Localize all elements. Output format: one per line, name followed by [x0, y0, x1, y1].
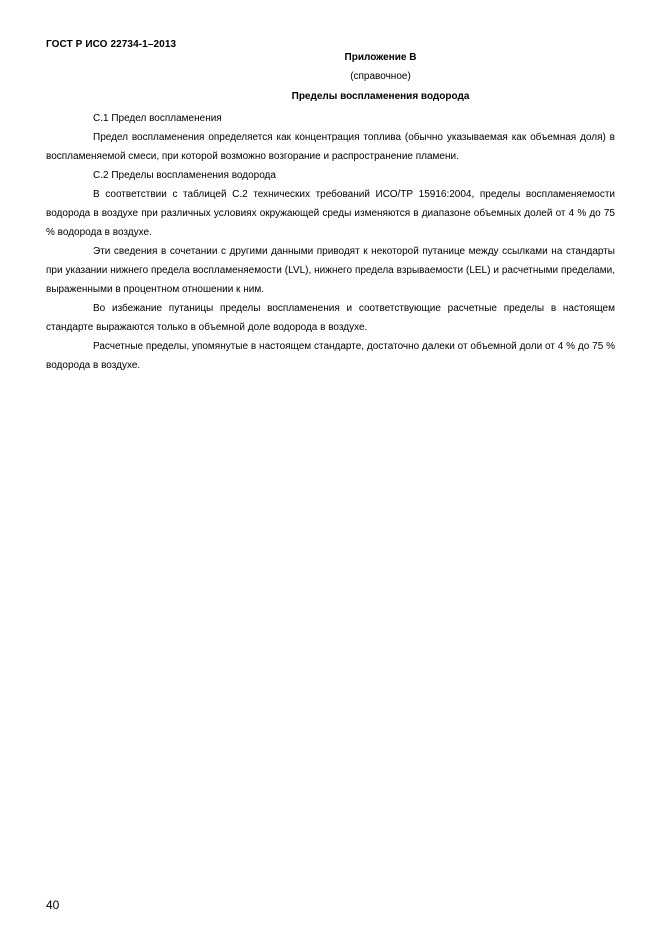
paragraph: Во избежание путаницы пределы воспламенения и соответствующие расчетные пределы в настоящем стандарте выражаются только в объемной доле водорода в воздухе. — [46, 303, 615, 333]
section-heading-c2: С.2 Пределы воспламенения водорода — [93, 170, 276, 181]
paragraph: Расчетные пределы, упомянутые в настоящем стандарте, достаточно далеки от объемной доли от 4 % до 75 % водорода в воздухе. — [46, 341, 615, 371]
paragraph: Эти сведения в сочетании с другими данными приводят к некоторой путанице между ссылками на стандарты при указании нижнего предела воспламеняемости (LVL), нижнего предела взрываемости (LEL) и расчетными пределами, выраженными в процентном отношении к ним. — [46, 246, 615, 295]
paragraph: Предел воспламенения определяется как концентрация топлива (обычно указываемая как объемная доля) в воспламеняемой смеси, при которой возможно возгорание и распространение пламени. — [46, 132, 615, 162]
appendix-title: Приложение В — [344, 52, 417, 63]
document-body — [46, 109, 615, 375]
section-heading-c1: С.1 Предел воспламенения — [93, 113, 222, 124]
appendix-kind: (справочное) — [350, 71, 411, 82]
document-code: ГОСТ Р ИСО 22734-1–2013 — [46, 39, 177, 50]
paragraph: В соответствии с таблицей С.2 технических требований ИСО/ТР 15916:2004, пределы воспламеняемости водорода в воздухе при различных условиях окружающей среды изменяются в диапазоне объемных долей от 4 % до 75 % водорода в воздухе. — [46, 189, 615, 238]
appendix-heading: Пределы воспламенения водорода — [291, 91, 470, 102]
page-number: 40 — [46, 898, 60, 912]
